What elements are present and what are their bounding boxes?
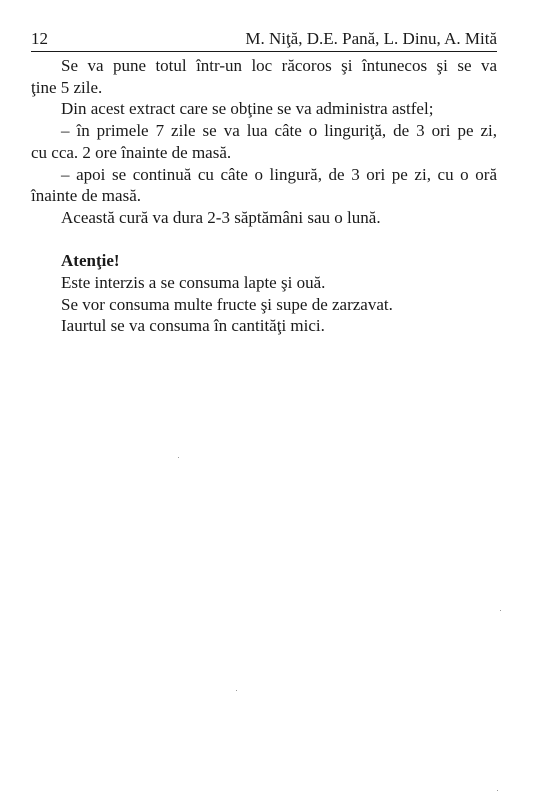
paragraph-line: Se va pune totul într-un loc răcoros şi întunecos şi se va xyxy=(61,56,497,75)
spacer xyxy=(31,229,497,251)
warning-item: Iaurtul se va consuma în cantităţi mici. xyxy=(61,316,325,336)
warning-title: Atenţie! xyxy=(61,251,120,271)
paragraph-line: ţine 5 zile. xyxy=(31,77,103,97)
warning-section xyxy=(31,250,497,337)
page-number: 12 xyxy=(31,29,48,48)
paragraph-line: cu cca. 2 ore înainte de masă. xyxy=(31,142,232,162)
paper-speck xyxy=(500,610,501,611)
paragraph: Din acest extract care se obţine se va administra astfel; xyxy=(61,99,434,119)
paper-speck xyxy=(236,690,237,691)
paragraph-line: – apoi se continuă cu câte o lingură, de 3 ori pe zi, cu o oră xyxy=(61,164,497,184)
paragraph-line: înainte de masă. xyxy=(31,186,141,206)
header-authors: M. Niţă, D.E. Pană, L. Dinu, A. Mită xyxy=(245,29,497,48)
paragraph: Această cură va dura 2-3 săptămâni sau o lună. xyxy=(61,207,381,227)
paper-speck xyxy=(497,790,498,791)
running-header xyxy=(31,29,497,49)
paper-speck xyxy=(178,457,179,458)
warning-item: Este interzis a se consuma lapte şi ouă. xyxy=(61,273,326,293)
header-rule xyxy=(31,51,497,52)
page-body xyxy=(31,55,497,337)
paragraph-line: – în primele 7 zile se va lua câte o linguriţă, de 3 ori pe zi, xyxy=(61,121,497,141)
warning-item: Se vor consuma multe fructe şi supe de zarzavat. xyxy=(61,294,393,314)
